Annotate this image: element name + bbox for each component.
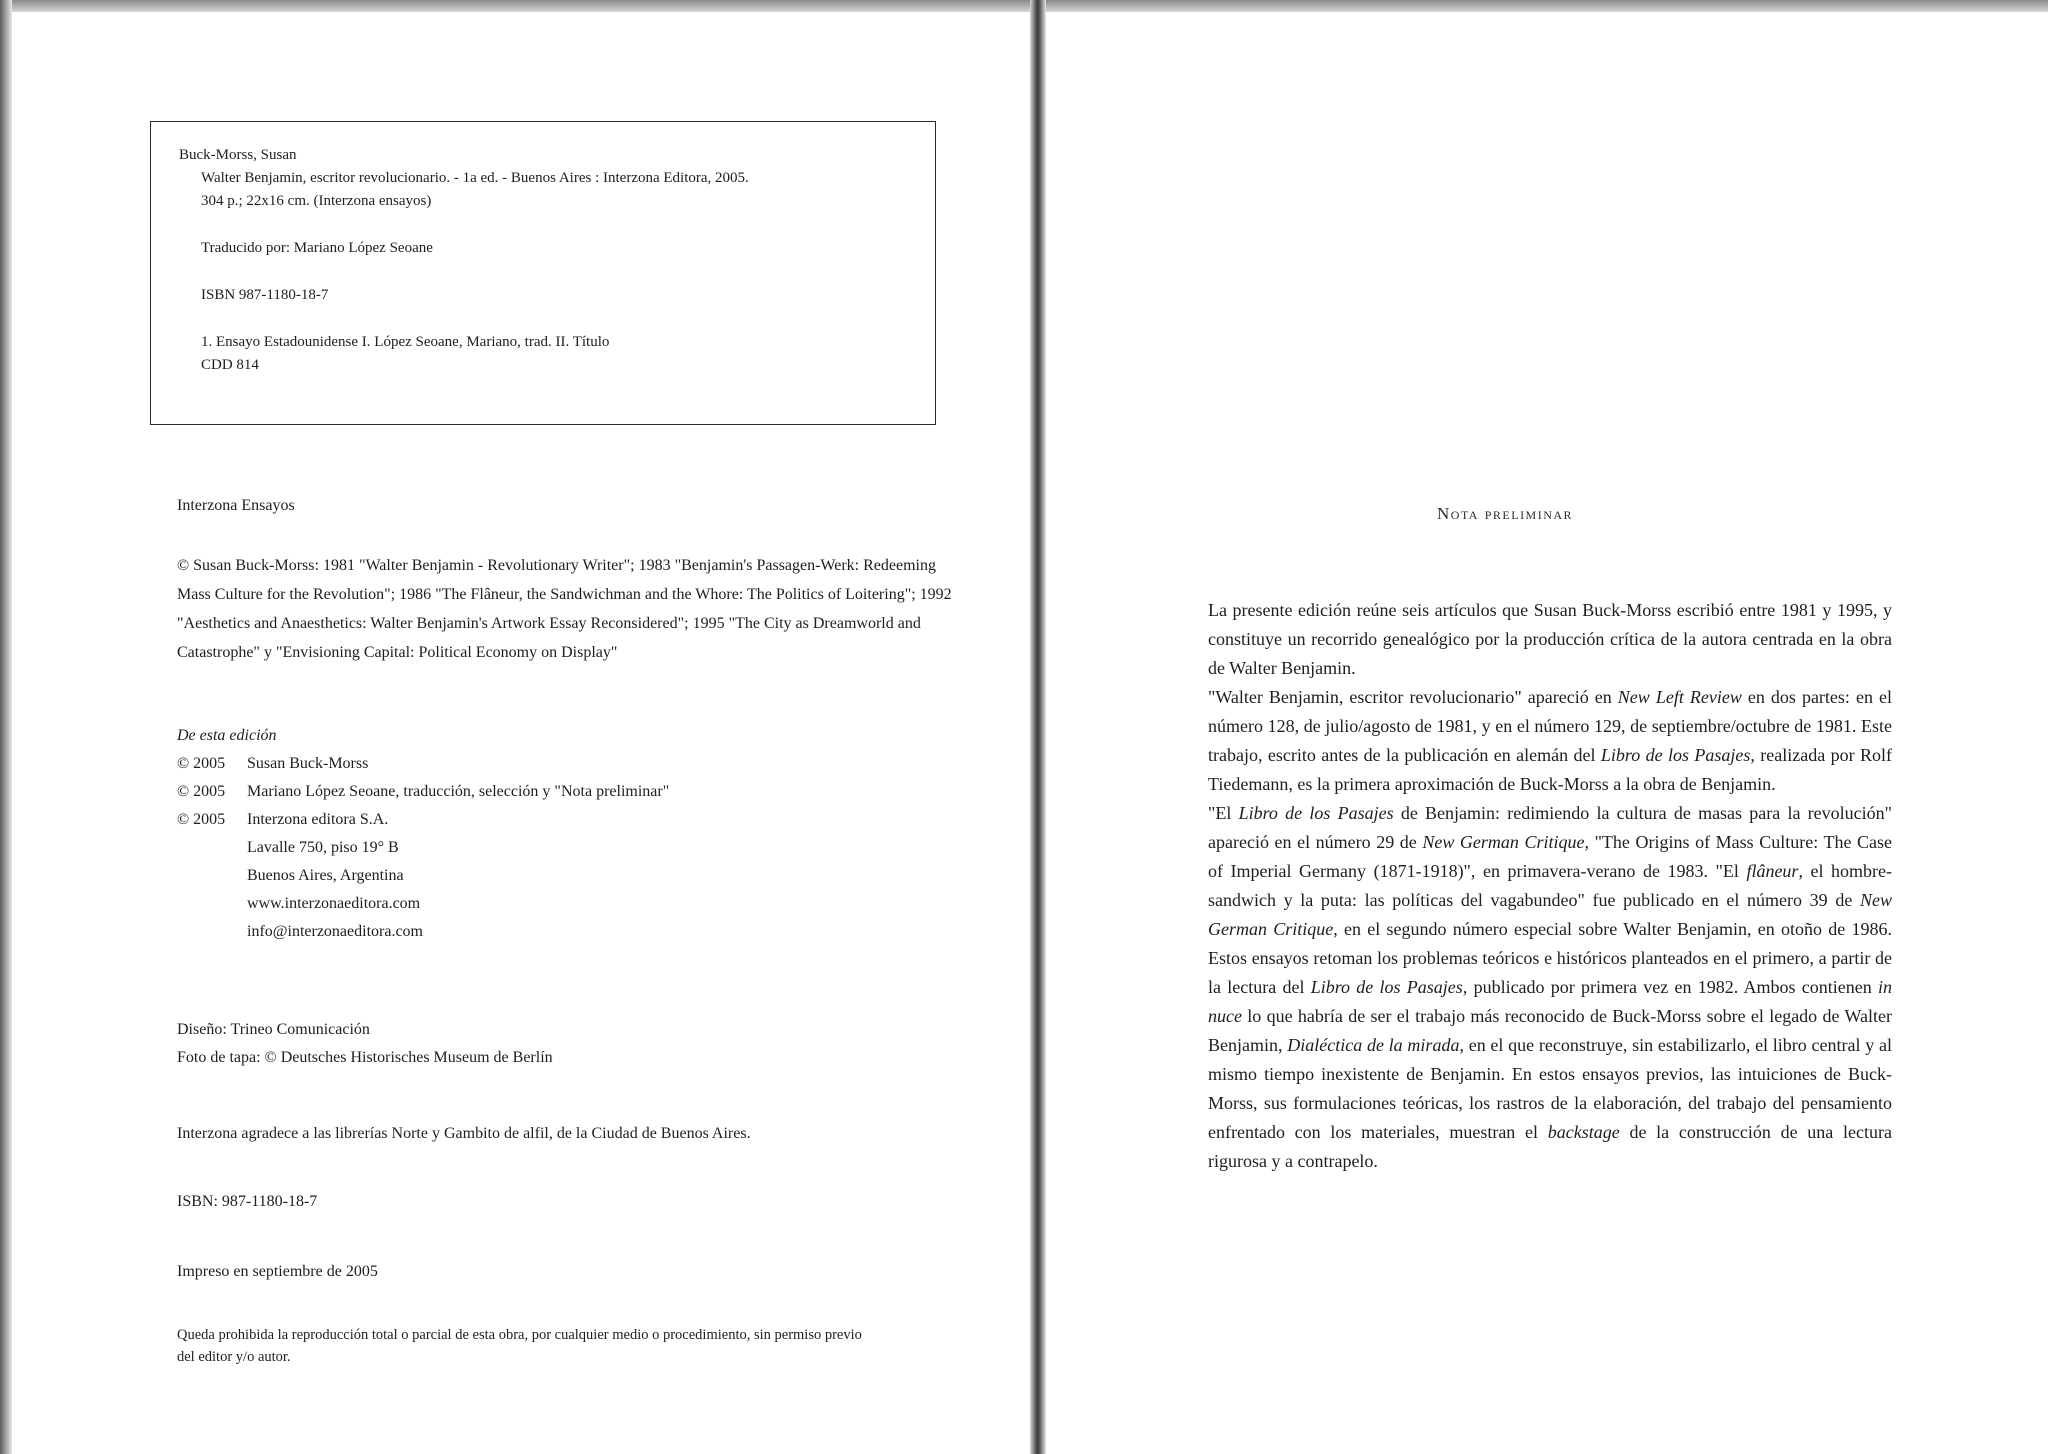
cip-cdd: CDD 814 [201, 357, 259, 373]
original-copyright: © Susan Buck-Morss: 1981 "Walter Benjamin - Revolutionary Writer"; 1983 "Benjamin's Passagen-Werk: Redeeming Mass Culture for the Revolution"; 1986 "The Flâneur, the Sandwichman and the Whore: The Politics of Loitering"; 1992 "Aesthetics and Anaesthetics: Walter Benjamin's Artwork Essay Reconsidered"; 1995 "The City as Dreamworld and Catastrophe" y "Envisioning Capital: Political Economy on Display" [177, 557, 952, 661]
cip-translator: Traducido por: Mariano López Seoane [201, 240, 433, 256]
address-line: Buenos Aires, Argentina [247, 867, 404, 884]
legal-notice: Queda prohibida la reproducción total o parcial de esta obra, por cualquier medio o procedimiento, sin permiso previo del editor y/o autor. [177, 1327, 862, 1365]
print-date: Impreso en septiembre de 2005 [177, 1263, 378, 1280]
email-address: info@interzonaeditora.com [247, 923, 423, 940]
acknowledgement: Interzona agradece a las librerías Norte y Gambito de alfil, de la Ciudad de Buenos Aires. [177, 1125, 751, 1142]
cataloging-box [150, 121, 936, 425]
website-link: www.interzonaeditora.com [247, 895, 421, 912]
edition-credits [177, 722, 957, 946]
right-page [1046, 0, 2048, 1454]
edition-row: © 2005 Mariano López Seoane, traducción, selección y "Nota preliminar" [177, 783, 670, 800]
cip-author: Buck-Morss, Susan [179, 147, 297, 163]
cip-physical: 304 p.; 22x16 cm. (Interzona ensayos) [201, 193, 432, 209]
scan-shadow-left [0, 0, 12, 1454]
paragraph: La presente edición reúne seis artículos que Susan Buck-Morss escribió entre 1981 y 1995, y constituye un recorrido genealógico por la producción crítica de la autora centrada en la obra de Walter Benjamin. [1208, 600, 1892, 678]
edition-heading: De esta edición [177, 727, 277, 744]
paragraph: "Walter Benjamin, escritor revolucionario" apareció en New Left Review en dos partes: en el número 128, de julio/agosto de 1981, y en el número 129, de septiembre/octubre de 1981. Este trabajo, escrito antes de la publicación en alemán del Libro de los Pasajes, realizada por Rolf Tiedemann, es la primera aproximación de Buck-Morss a la obra de Benjamin. [1208, 687, 1893, 794]
cover-photo-credit: Foto de tapa: © Deutsches Historisches Museum de Berlín [177, 1049, 553, 1066]
isbn-line: ISBN: 987-1180-18-7 [177, 1193, 318, 1210]
series-name: Interzona Ensayos [177, 497, 295, 514]
paragraph: "El Libro de los Pasajes de Benjamin: redimiendo la cultura de masas para la revolución" apareció en el número 29 de New German Critique, "The Origins of Mass Culture: The Case of Imperial Germany (1871-1918)", en primavera-verano de 1983. "El flâneur, el hombre-sandwich y la puta: las políticas del vagabundeo" fue publicado en el número 39 de New German Critique, en el segundo número especial sobre Walter Benjamin, en otoño de 1986. Estos ensayos retoman los problemas teóricos e históricos planteados en el primero, a partir de la lectura del Libro de los Pasajes, publicado por primera vez en 1982. Ambos contienen in nuce lo que habría de ser el trabajo más reconocido de Buck-Morss sobre el legado de Walter Benjamin, Dialéctica de la mirada, en el que reconstruye, sin estabilizarlo, el libro central y al mismo tiempo inexistente de Benjamin. En estos ensayos previos, las intuiciones de Buck-Morss, sus formulaciones teóricas, los rastros de la elaboración, del trabajo del pensamiento enfrentado con los materiales, muestran el backstage de la construcción de una lectura rigurosa y a contrapelo. [1208, 803, 1893, 1171]
design-credits [177, 1016, 957, 1072]
edition-row: © 2005 Interzona editora S.A. [177, 811, 389, 828]
cip-title-line: Walter Benjamin, escritor revolucionario. - 1a ed. - Buenos Aires : Interzona Editora, 2005. [201, 170, 749, 186]
book-gutter [1030, 0, 1046, 1454]
body-text [1208, 596, 1892, 1176]
edition-row: © 2005 Susan Buck-Morss [177, 755, 369, 772]
address-line: Lavalle 750, piso 19° B [247, 839, 399, 856]
cip-isbn: ISBN 987-1180-18-7 [201, 287, 329, 303]
design-credit: Diseño: Trineo Comunicación [177, 1021, 370, 1038]
section-title: Nota preliminar [1437, 504, 1574, 523]
cip-subjects: 1. Ensayo Estadounidense I. López Seoane, Mariano, trad. II. Título [201, 334, 610, 350]
left-page [12, 0, 1030, 1454]
